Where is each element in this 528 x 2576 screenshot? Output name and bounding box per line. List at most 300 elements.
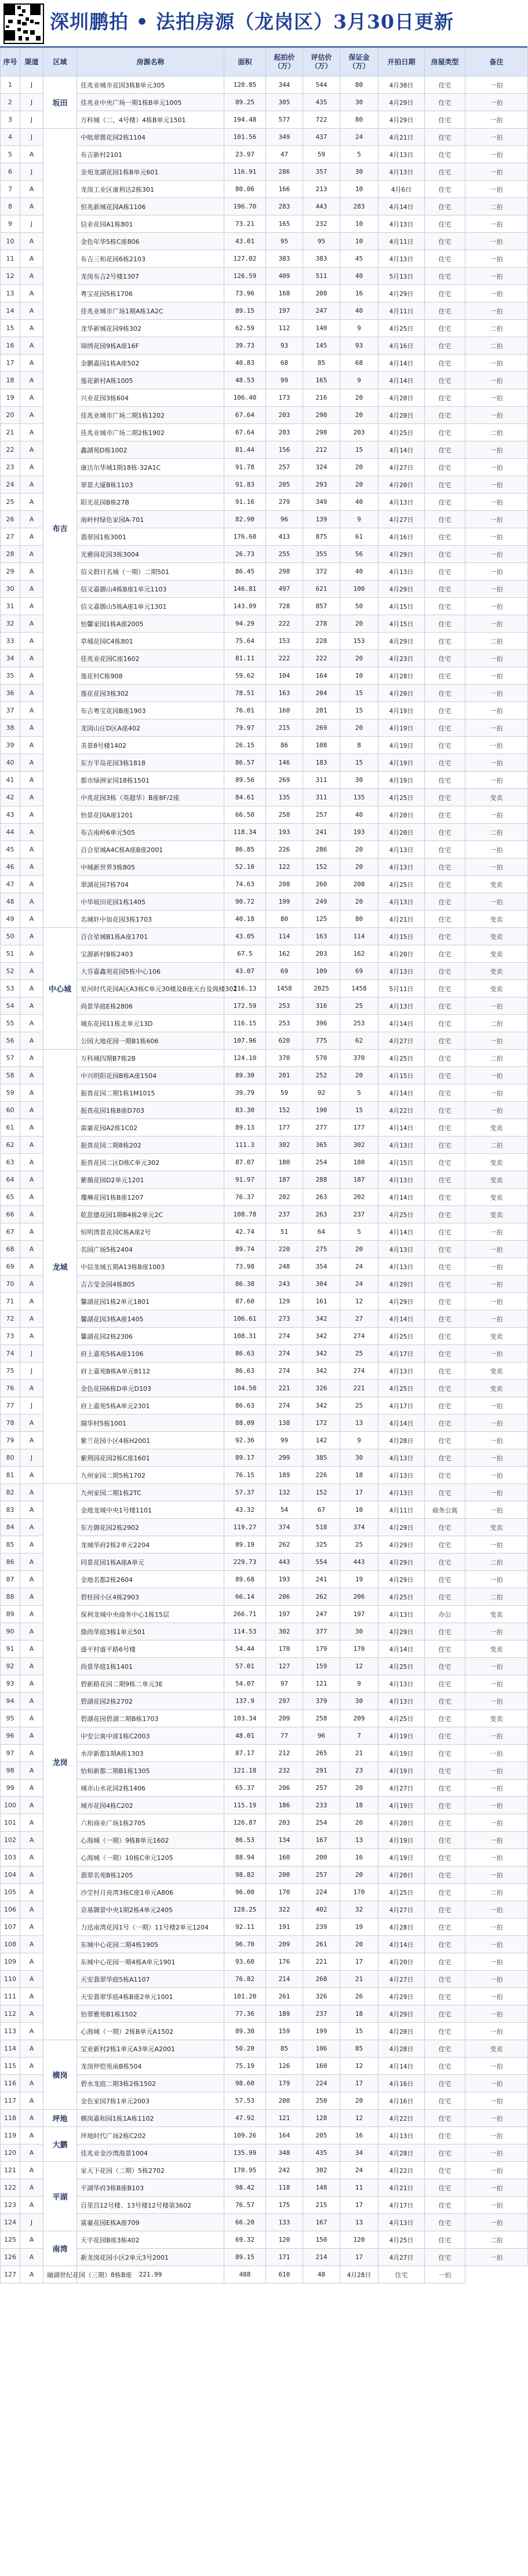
date-cell: 4月13日 xyxy=(378,2214,425,2231)
table-row[interactable] xyxy=(1,372,528,389)
eval-price-cell: 257 xyxy=(303,1866,340,1884)
table-row[interactable] xyxy=(1,1467,528,1484)
table-row[interactable] xyxy=(1,1849,528,1866)
table-row[interactable] xyxy=(1,963,528,980)
eval-price-cell: 152 xyxy=(303,858,340,876)
table-row[interactable] xyxy=(1,1189,528,1206)
table-row[interactable] xyxy=(1,1866,528,1884)
start-price-cell: 383 xyxy=(266,250,303,268)
type-cell: 住宅 xyxy=(425,1953,465,1971)
size-cell: 76.82 xyxy=(224,1971,266,1988)
start-price-cell: 269 xyxy=(266,772,303,789)
note-cell: 二拍 xyxy=(465,1137,528,1154)
eval-price-cell: 205 xyxy=(303,2127,340,2144)
deposit-cell: 25 xyxy=(340,1397,378,1415)
qr-module xyxy=(30,30,35,35)
size-cell: 48.01 xyxy=(224,1727,266,1745)
size-cell: 115.19 xyxy=(224,1797,266,1814)
table-row[interactable] xyxy=(1,1415,528,1432)
qr-code-icon[interactable] xyxy=(3,3,44,44)
row-index: 88 xyxy=(1,1588,20,1606)
eval-price-cell: 379 xyxy=(303,1693,340,1710)
table-row[interactable] xyxy=(1,1745,528,1762)
table-row[interactable] xyxy=(1,198,528,215)
table-row[interactable] xyxy=(1,476,528,494)
note-cell: 一拍 xyxy=(465,2197,528,2214)
table-row[interactable] xyxy=(1,945,528,963)
table-row[interactable] xyxy=(1,2231,528,2249)
deposit-cell: 5 xyxy=(340,146,378,163)
size-cell: 146.81 xyxy=(224,580,266,598)
table-row[interactable] xyxy=(1,1797,528,1814)
start-price-cell: 261 xyxy=(266,1988,303,2005)
page-header xyxy=(0,0,527,47)
size-cell: 42.74 xyxy=(224,1223,266,1241)
table-row[interactable] xyxy=(1,2162,528,2179)
table-row[interactable] xyxy=(1,268,528,285)
size-cell: 26.15 xyxy=(224,737,266,754)
table-row[interactable] xyxy=(1,2110,528,2127)
note-cell: 二拍 xyxy=(465,320,528,337)
table-row[interactable] xyxy=(1,76,528,94)
date-cell: 4月28日 xyxy=(378,2144,425,2162)
eval-price-cell: 385 xyxy=(303,1449,340,1467)
row-index: 99 xyxy=(1,1780,20,1797)
table-row[interactable] xyxy=(1,2144,528,2162)
size-cell: 87.07 xyxy=(224,1154,266,1171)
table-row[interactable] xyxy=(1,1032,528,1050)
size-cell: 127.02 xyxy=(224,250,266,268)
type-cell: 住宅 xyxy=(425,2162,465,2179)
table-row[interactable] xyxy=(1,858,528,876)
table-row[interactable] xyxy=(1,615,528,633)
type-cell: 住宅 xyxy=(425,2144,465,2162)
date-cell: 4月23日 xyxy=(378,650,425,667)
note-cell: 一拍 xyxy=(465,841,528,858)
note-cell: 一拍 xyxy=(465,215,528,233)
channel-cell: A xyxy=(20,2144,43,2162)
type-cell: 住宅 xyxy=(425,233,465,250)
table-row[interactable] xyxy=(1,2249,528,2266)
channel-cell: A xyxy=(20,1866,43,1884)
note-cell: 一拍 xyxy=(465,997,528,1015)
property-name: 心海城（一期）10栋C单元1205 xyxy=(77,1849,224,1866)
date-cell: 5月13日 xyxy=(378,268,425,285)
type-cell: 住宅 xyxy=(425,389,465,407)
table-row[interactable] xyxy=(1,2197,528,2214)
table-row[interactable] xyxy=(1,1571,528,1588)
table-row[interactable] xyxy=(1,2179,528,2197)
size-cell: 98.60 xyxy=(224,2075,266,2092)
table-row[interactable] xyxy=(1,441,528,459)
type-cell: 住宅 xyxy=(425,1032,465,1050)
table-row[interactable] xyxy=(1,94,528,111)
date-cell: 4月14日 xyxy=(378,1640,425,1658)
table-row[interactable] xyxy=(1,1102,528,1119)
property-name: 都市绿洲家园18栋1501 xyxy=(77,772,224,789)
channel-cell: A xyxy=(20,476,43,494)
table-row[interactable] xyxy=(1,580,528,598)
channel-cell: A xyxy=(20,1084,43,1102)
date-cell: 4月14日 xyxy=(378,1936,425,1953)
table-row[interactable] xyxy=(1,824,528,841)
note-cell: 一拍 xyxy=(465,94,528,111)
property-name: 横岗嘉和园1栋1A栋1102 xyxy=(77,2110,224,2127)
start-price-cell: 69 xyxy=(266,963,303,980)
table-row[interactable] xyxy=(1,1380,528,1397)
table-row[interactable] xyxy=(1,1762,528,1780)
table-row[interactable] xyxy=(1,1397,528,1415)
start-price-cell: 409 xyxy=(266,268,303,285)
table-row[interactable] xyxy=(1,2005,528,2023)
size-cell: 39.79 xyxy=(224,1084,266,1102)
table-row[interactable] xyxy=(1,546,528,563)
area-cell: 龙岗 xyxy=(43,1484,77,2040)
channel-cell: A xyxy=(20,893,43,911)
table-row[interactable] xyxy=(1,407,528,424)
property-name: 力迅南湾花园1号（一期）11号楼2单元1204 xyxy=(77,1919,224,1936)
table-row[interactable] xyxy=(1,737,528,754)
table-row[interactable] xyxy=(1,563,528,580)
note-cell: 一拍 xyxy=(465,1727,528,1745)
table-row[interactable] xyxy=(1,1832,528,1849)
row-index: 42 xyxy=(1,789,20,806)
start-price-cell: 274 xyxy=(266,1328,303,1345)
date-cell: 4月13日 xyxy=(378,1675,425,1693)
property-name: 天安翡翠华庭5栋A1107 xyxy=(77,1971,224,1988)
row-index: 33 xyxy=(1,633,20,650)
size-cell: 81.11 xyxy=(224,650,266,667)
row-index: 18 xyxy=(1,372,20,389)
note-cell: 一拍 xyxy=(465,2058,528,2075)
table-row[interactable] xyxy=(1,459,528,476)
table-row[interactable] xyxy=(1,1519,528,1536)
deposit-cell: 80 xyxy=(340,111,378,129)
property-name: 坪地时代广场2栋C202 xyxy=(77,2127,224,2144)
type-cell: 住宅 xyxy=(425,1588,465,1606)
property-name: 天宇花园B座3栋402 xyxy=(77,2231,224,2249)
start-price-cell: 488 xyxy=(224,2266,266,2283)
type-cell: 住宅 xyxy=(425,129,465,146)
table-row[interactable] xyxy=(1,754,528,772)
area-cell: 坂田 xyxy=(43,76,77,129)
size-cell: 94.29 xyxy=(224,615,266,633)
deposit-cell: 12 xyxy=(340,1293,378,1310)
note-cell: 一拍 xyxy=(465,1814,528,1832)
col-eval-price-header: 评估价（万） xyxy=(303,48,340,76)
table-row[interactable] xyxy=(1,320,528,337)
deposit-cell: 24 xyxy=(340,129,378,146)
type-cell: 住宅 xyxy=(425,355,465,372)
table-row[interactable] xyxy=(1,1936,528,1953)
table-row[interactable] xyxy=(1,1814,528,1832)
channel-cell: A xyxy=(20,1971,43,1988)
eval-price-cell: 365 xyxy=(303,1137,340,1154)
note-cell: 一拍 xyxy=(465,1449,528,1467)
property-name: 大芬嘉鑫苑花园5栋中心106 xyxy=(77,963,224,980)
type-cell: 住宅 xyxy=(425,2127,465,2144)
eval-price-cell: 2025 xyxy=(303,980,340,997)
table-row[interactable] xyxy=(1,1675,528,1693)
date-cell: 4月29日 xyxy=(378,2005,425,2023)
channel-cell: A xyxy=(20,181,43,198)
channel-cell: A xyxy=(20,1554,43,1571)
note-cell: 变卖 xyxy=(465,1189,528,1206)
eval-price-cell: 325 xyxy=(303,1536,340,1554)
eval-price-cell: 247 xyxy=(303,1606,340,1623)
size-cell: 119.27 xyxy=(224,1519,266,1536)
table-row[interactable] xyxy=(1,1206,528,1223)
channel-cell: A xyxy=(20,737,43,754)
table-row[interactable] xyxy=(1,1310,528,1328)
eval-price-cell: 342 xyxy=(303,1310,340,1328)
table-row[interactable] xyxy=(1,337,528,355)
table-row[interactable] xyxy=(1,1536,528,1554)
size-cell: 89.56 xyxy=(224,772,266,789)
table-row[interactable] xyxy=(1,1328,528,1345)
table-row[interactable] xyxy=(1,598,528,615)
size-cell: 75.19 xyxy=(224,2058,266,2075)
size-cell: 98.42 xyxy=(224,2179,266,2197)
table-row[interactable] xyxy=(1,1588,528,1606)
type-cell: 住宅 xyxy=(425,772,465,789)
table-row[interactable] xyxy=(1,893,528,911)
table-row[interactable] xyxy=(1,1067,528,1084)
table-row[interactable] xyxy=(1,2214,528,2231)
row-index: 102 xyxy=(1,1832,20,1849)
deposit-cell: 50 xyxy=(340,598,378,615)
property-name: 龙华新城花园9栋302 xyxy=(77,320,224,337)
table-row[interactable] xyxy=(1,1241,528,1258)
table-row[interactable] xyxy=(1,1501,528,1519)
table-row[interactable] xyxy=(1,511,528,528)
channel-cell: A xyxy=(20,250,43,268)
size-cell: 109.26 xyxy=(224,2127,266,2144)
table-row[interactable] xyxy=(1,1015,528,1032)
channel-cell: A xyxy=(20,580,43,598)
table-header-row xyxy=(1,48,528,76)
table-row[interactable] xyxy=(1,1658,528,1675)
table-row[interactable] xyxy=(1,2040,528,2058)
date-cell: 4月28日 xyxy=(378,1432,425,1449)
start-price-cell: 302 xyxy=(266,1137,303,1154)
size-cell: 128.25 xyxy=(224,1901,266,1919)
size-cell: 91.16 xyxy=(224,494,266,511)
table-row[interactable] xyxy=(1,285,528,302)
table-row[interactable] xyxy=(1,1171,528,1189)
eval-price-cell: 216 xyxy=(303,389,340,407)
size-cell: 111.3 xyxy=(224,1137,266,1154)
row-index: 44 xyxy=(1,824,20,841)
table-row[interactable] xyxy=(1,494,528,511)
table-row[interactable] xyxy=(1,1362,528,1380)
table-row[interactable] xyxy=(1,111,528,129)
type-cell: 住宅 xyxy=(425,2231,465,2249)
row-index: 22 xyxy=(1,441,20,459)
start-price-cell: 134 xyxy=(266,1832,303,1849)
eval-price-cell: 354 xyxy=(303,1258,340,1276)
eval-price-cell: 247 xyxy=(303,302,340,320)
size-cell: 89.19 xyxy=(224,1536,266,1554)
type-cell: 住宅 xyxy=(425,2005,465,2023)
start-price-cell: 1458 xyxy=(266,980,303,997)
row-index: 85 xyxy=(1,1536,20,1554)
note-cell: 一拍 xyxy=(465,598,528,615)
table-row[interactable] xyxy=(1,1084,528,1102)
table-row[interactable] xyxy=(1,1606,528,1623)
start-price-cell: 577 xyxy=(266,111,303,129)
size-cell: 96.70 xyxy=(224,1936,266,1953)
table-row[interactable] xyxy=(1,1693,528,1710)
table-row[interactable] xyxy=(1,2023,528,2040)
table-row[interactable] xyxy=(1,1971,528,1988)
table-row[interactable] xyxy=(1,806,528,824)
table-row[interactable] xyxy=(1,667,528,685)
note-cell: 一拍 xyxy=(465,1832,528,1849)
channel-cell: A xyxy=(20,268,43,285)
table-row[interactable] xyxy=(1,928,528,945)
table-row[interactable] xyxy=(1,129,528,146)
size-cell: 87.17 xyxy=(224,1745,266,1762)
table-row[interactable] xyxy=(1,1727,528,1745)
type-cell: 住宅 xyxy=(425,633,465,650)
table-row[interactable] xyxy=(1,2127,528,2144)
table-row[interactable] xyxy=(1,841,528,858)
table-row[interactable] xyxy=(1,1623,528,1640)
date-cell: 4月20日 xyxy=(378,1814,425,1832)
table-row[interactable] xyxy=(1,355,528,372)
table-row[interactable] xyxy=(1,876,528,893)
row-index: 35 xyxy=(1,667,20,685)
table-row[interactable] xyxy=(1,1919,528,1936)
table-row[interactable] xyxy=(1,1884,528,1901)
table-row[interactable] xyxy=(1,1901,528,1919)
start-price-cell: 159 xyxy=(266,2023,303,2040)
note-cell: 一拍 xyxy=(465,372,528,389)
size-cell: 194.48 xyxy=(224,111,266,129)
table-row[interactable] xyxy=(1,1780,528,1797)
table-row[interactable] xyxy=(1,146,528,163)
property-name: 粤宝花园5栋1706 xyxy=(77,285,224,302)
table-row[interactable] xyxy=(1,2266,528,2283)
table-row[interactable] xyxy=(1,250,528,268)
row-index: 49 xyxy=(1,911,20,928)
table-row[interactable] xyxy=(1,1276,528,1293)
deposit-cell: 25 xyxy=(340,1536,378,1554)
date-cell: 4月14日 xyxy=(378,1223,425,1241)
table-row[interactable] xyxy=(1,2058,528,2075)
table-row[interactable] xyxy=(1,1119,528,1137)
note-cell: 一拍 xyxy=(465,528,528,546)
table-row[interactable] xyxy=(1,1554,528,1571)
eval-price-cell: 214 xyxy=(303,2249,340,2266)
table-row[interactable] xyxy=(1,1137,528,1154)
table-row[interactable] xyxy=(1,685,528,702)
table-row[interactable] xyxy=(1,1293,528,1310)
channel-cell: A xyxy=(20,1293,43,1310)
table-row[interactable] xyxy=(1,789,528,806)
table-row[interactable] xyxy=(1,1432,528,1449)
row-index: 127 xyxy=(1,2266,20,2283)
note-cell: 一拍 xyxy=(465,2023,528,2040)
table-row[interactable] xyxy=(1,702,528,719)
channel-cell: A xyxy=(20,198,43,215)
table-row[interactable] xyxy=(1,1953,528,1971)
date-cell: 4月19日 xyxy=(378,1745,425,1762)
date-cell: 4月13日 xyxy=(378,893,425,911)
date-cell: 4月13日 xyxy=(378,997,425,1015)
eval-price-cell: 621 xyxy=(303,580,340,598)
table-row[interactable] xyxy=(1,997,528,1015)
property-name: 尚景华庭1栋1401 xyxy=(77,1658,224,1675)
table-row[interactable] xyxy=(1,633,528,650)
channel-cell: A xyxy=(20,1328,43,1345)
note-cell: 一拍 xyxy=(465,2144,528,2162)
type-cell: 住宅 xyxy=(425,181,465,198)
note-cell: 一拍 xyxy=(465,667,528,685)
property-name: 鑫湖苑D栋1002 xyxy=(77,441,224,459)
table-row[interactable] xyxy=(1,1050,528,1067)
table-row[interactable] xyxy=(1,528,528,546)
type-cell: 住宅 xyxy=(425,1484,465,1501)
table-row[interactable] xyxy=(1,1710,528,1727)
table-row[interactable] xyxy=(1,1345,528,1362)
table-row[interactable] xyxy=(1,1223,528,1241)
table-row[interactable] xyxy=(1,911,528,928)
table-row[interactable] xyxy=(1,1154,528,1171)
table-row[interactable] xyxy=(1,1258,528,1276)
size-cell: 89.68 xyxy=(224,1571,266,1588)
table-row[interactable] xyxy=(1,1449,528,1467)
table-row[interactable] xyxy=(1,181,528,198)
table-row[interactable] xyxy=(1,2092,528,2110)
table-row[interactable] xyxy=(1,1640,528,1658)
table-row[interactable] xyxy=(1,1988,528,2005)
property-name: 瓊琳花园1栋B座1207 xyxy=(77,1189,224,1206)
eval-price-cell: 349 xyxy=(303,494,340,511)
deposit-cell: 24 xyxy=(340,1276,378,1293)
deposit-cell: 27 xyxy=(340,1310,378,1328)
size-cell: 62.59 xyxy=(224,320,266,337)
table-row[interactable] xyxy=(1,650,528,667)
table-row[interactable] xyxy=(1,980,528,997)
deposit-cell: 40 xyxy=(340,563,378,580)
table-row[interactable] xyxy=(1,424,528,441)
property-name: 城东花园11栋北单元13D xyxy=(77,1015,224,1032)
table-row[interactable] xyxy=(1,719,528,737)
channel-cell: A xyxy=(20,650,43,667)
table-row[interactable] xyxy=(1,163,528,181)
type-cell: 住宅 xyxy=(425,580,465,598)
table-row[interactable] xyxy=(1,302,528,320)
date-cell: 4月20日 xyxy=(378,806,425,824)
table-row[interactable] xyxy=(1,1484,528,1501)
start-price-cell: 497 xyxy=(266,580,303,598)
table-body xyxy=(1,76,528,2283)
table-row[interactable] xyxy=(1,233,528,250)
note-cell: 一拍 xyxy=(465,546,528,563)
table-row[interactable] xyxy=(1,772,528,789)
deposit-cell: 18 xyxy=(340,1797,378,1814)
eval-price-cell: 290 xyxy=(303,407,340,424)
table-row[interactable] xyxy=(1,389,528,407)
table-row[interactable] xyxy=(1,215,528,233)
deposit-cell: 17 xyxy=(340,1953,378,1971)
channel-cell: A xyxy=(20,1762,43,1780)
date-cell: 4月25日 xyxy=(378,1588,425,1606)
table-row[interactable] xyxy=(1,2075,528,2092)
property-name: 龙岗仲恺苑南B栋504 xyxy=(77,2058,224,2075)
